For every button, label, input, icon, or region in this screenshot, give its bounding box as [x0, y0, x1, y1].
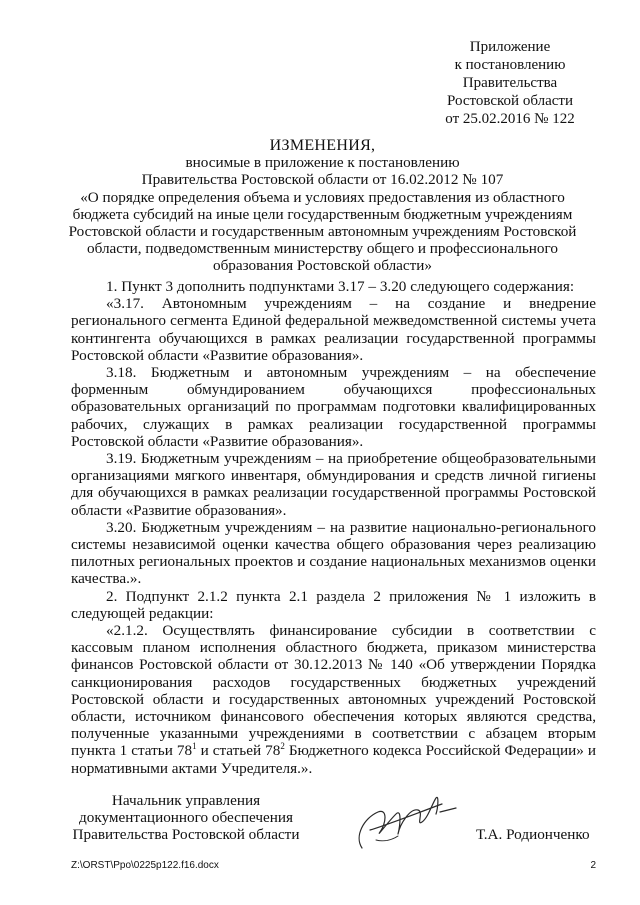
- signer-name: Т.А. Родионченко: [476, 826, 590, 843]
- heading-line: области, подведомственным министерству общего и профессионального: [87, 240, 558, 258]
- paragraph-2-1-2: [71, 622, 596, 777]
- signatory-title-line: Правительства Ростовской области: [72, 826, 300, 844]
- paragraph-3-18: 3.18. Бюджетным и автономным учреждениям – на обеспечение форменным обмундированием обучающихся профессиональных образовательных организаций по программам подготовки квалифицированных рабочих, служащих в рамках реализации государственной программы Ростовской области «Развитие образования».: [71, 364, 596, 450]
- paragraph-2-1-2-part-c: Бюджетного кодекса Российской Федерации» и нормативными актами Учредителя.».: [71, 742, 596, 777]
- annex-line: Приложение: [469, 39, 551, 55]
- signatory-title-line: документационного обеспечения: [79, 809, 293, 827]
- paragraph-2: 2. Подпункт 2.1.2 пункта 2.1 раздела 2 приложения № 1 изложить в следующей редакции:: [71, 587, 596, 622]
- heading-line: вносимые в приложение к постановлению: [185, 154, 460, 172]
- signatory-title-block: [71, 792, 301, 844]
- paragraph-3-20: 3.20. Бюджетным учреждениям – на развитие национально-регионального системы независимой оценки качества общего образования через реализацию пилотных региональных проектов и создание национальных механизмов оценки качества.».: [71, 518, 596, 588]
- annex-date-line: от 25.02.2016 № 122: [445, 111, 575, 127]
- heading-line: Ростовской области и государственным автономным учреждениям Ростовской: [68, 223, 577, 241]
- paragraph-3-17: «3.17. Автономным учреждениям – на создание и внедрение регионального сегмента Единой федеральной межведомственной системы учета контингента обучающихся в рамках реализации государственной программы Ростовской области «Развитие образования».: [71, 295, 596, 364]
- heading-line: бюджета субсидий на иные цели государственным бюджетным учреждениям: [72, 205, 573, 223]
- heading-line: «О порядке определения объема и условиях предоставления из областного: [80, 188, 565, 206]
- annex-line: Ростовской области: [447, 93, 573, 109]
- superscript-1: 1: [192, 741, 197, 752]
- paragraph-3-19: 3.19. Бюджетным учреждениям – на приобретение общеобразовательными организациями мягкого инвентаря, обмундирования и средств личной гигиены для обучающихся в рамках реализации государственной программы Ростовской области «Развитие образования».: [71, 450, 596, 519]
- handwritten-signature: [340, 778, 470, 858]
- signatory-title-line: Начальник управления: [111, 792, 261, 809]
- annex-line: к постановлению: [454, 57, 566, 73]
- file-path: Z:\ORST\Ppo\0225p122.f16.docx: [71, 860, 219, 871]
- heading-line: образования Ростовской области»: [212, 257, 433, 275]
- annex-block: [415, 38, 605, 128]
- document-heading: [60, 137, 585, 275]
- paragraph-2-1-2-part-a: «2.1.2. Осуществлять финансирование субсидии в соответствии с кассовым планом исполнения областного бюджета, приказом министерства финансов Ростовской области от 30.12.2013 № 140 «Об утверждении Порядка санкционирования расходов государственных бюджетных учреждений Ростовской области и государственных автономных учреждений Ростовской области, источником финансового обеспечения которых являются средства, полученные указанными учреждениями в соответствии с абзацем вторым пункта 1 статьи 78: [71, 622, 596, 760]
- page-number: 2: [590, 860, 596, 871]
- document-body: [71, 278, 596, 777]
- superscript-2: 2: [280, 741, 285, 752]
- paragraph-1: 1. Пункт 3 дополнить подпунктами 3.17 – 3.20 следующего содержания:: [106, 278, 575, 295]
- paragraph-2-1-2-part-b: и статьей 78: [196, 742, 281, 760]
- annex-line: Правительства: [462, 75, 558, 91]
- heading-line: Правительства Ростовской области от 16.02.2012 № 107: [141, 171, 504, 189]
- heading-title: ИЗМЕНЕНИЯ,: [269, 137, 376, 154]
